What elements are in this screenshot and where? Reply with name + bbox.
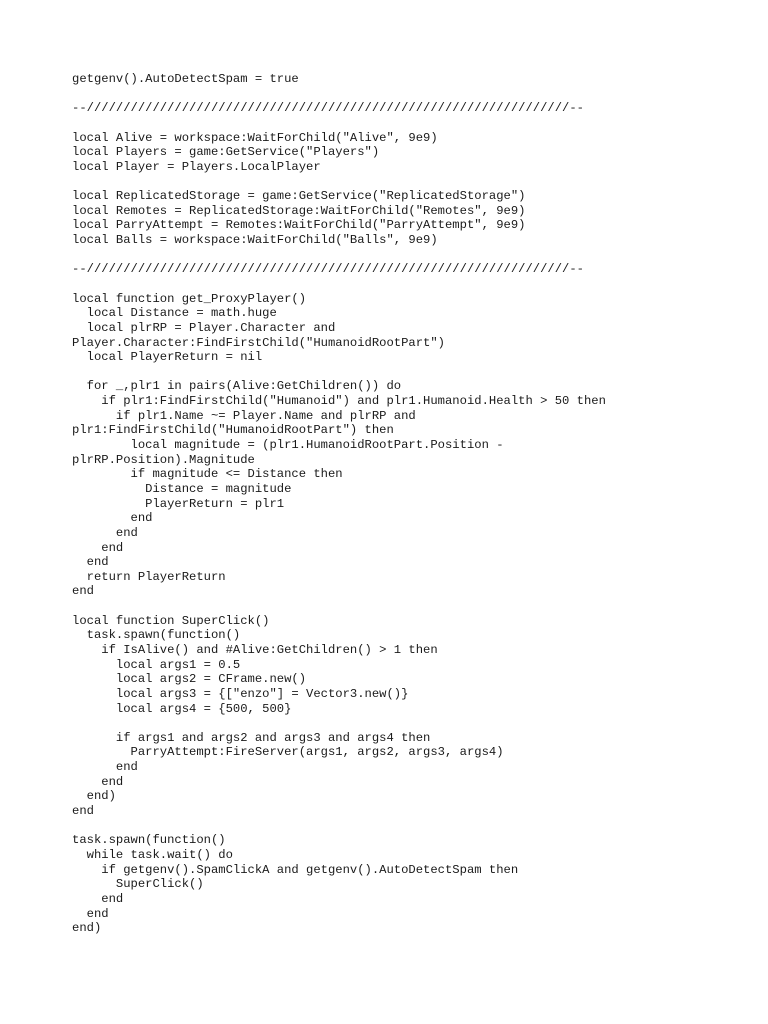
code-line: if plr1.Name ~= Player.Name and plrRP and bbox=[72, 408, 416, 423]
code-line: for _,plr1 in pairs(Alive:GetChildren()) do bbox=[72, 379, 402, 394]
code-line bbox=[72, 277, 712, 292]
code-line: if magnitude <= Distance then bbox=[72, 467, 343, 482]
code-line: PlayerReturn = plr1 bbox=[72, 496, 285, 511]
code-line: end bbox=[72, 804, 94, 819]
code-line: task.spawn(function() bbox=[72, 628, 241, 643]
code-page bbox=[72, 72, 712, 936]
code-line: end bbox=[72, 540, 124, 555]
code-line: local Alive = workspace:WaitForChild("Alive", 9e9) bbox=[72, 130, 438, 145]
code-line: Distance = magnitude bbox=[72, 481, 292, 496]
code-line bbox=[72, 87, 712, 102]
code-line: if IsAlive() and #Alive:GetChildren() > 1 then bbox=[72, 642, 438, 657]
code-line: end bbox=[72, 774, 124, 789]
code-line: local Distance = math.huge bbox=[72, 306, 277, 321]
code-line: local Remotes = ReplicatedStorage:WaitForChild("Remotes", 9e9) bbox=[72, 203, 526, 218]
code-line bbox=[72, 174, 712, 189]
code-line: plr1:FindFirstChild("HumanoidRootPart") then bbox=[72, 423, 394, 438]
code-line: if plr1:FindFirstChild("Humanoid") and plr1.Humanoid.Health > 50 then bbox=[72, 394, 606, 409]
code-line: local function get_ProxyPlayer() bbox=[72, 291, 307, 306]
code-line bbox=[72, 116, 712, 131]
code-line: local args2 = CFrame.new() bbox=[72, 672, 307, 687]
code-line: end bbox=[72, 906, 109, 921]
code-line bbox=[72, 248, 712, 263]
code-line bbox=[72, 716, 712, 731]
code-line: end bbox=[72, 525, 138, 540]
code-line: task.spawn(function() bbox=[72, 833, 226, 848]
code-line: getgenv().AutoDetectSpam = true bbox=[72, 72, 299, 86]
code-line: local PlayerReturn = nil bbox=[72, 350, 263, 365]
code-line: SuperClick() bbox=[72, 877, 204, 892]
code-line: end bbox=[72, 760, 138, 775]
code-line: --//////////////////////////////////////////////////////////////////-- bbox=[72, 262, 584, 277]
code-line: end) bbox=[72, 789, 116, 804]
code-line: plrRP.Position).Magnitude bbox=[72, 452, 255, 467]
code-line: local ReplicatedStorage = game:GetService("ReplicatedStorage") bbox=[72, 189, 526, 204]
code-line: local args1 = 0.5 bbox=[72, 657, 241, 672]
code-line: if args1 and args2 and args3 and args4 then bbox=[72, 730, 431, 745]
code-line: while task.wait() do bbox=[72, 847, 233, 862]
code-line: local Balls = workspace:WaitForChild("Balls", 9e9) bbox=[72, 233, 438, 248]
code-line: if getgenv().SpamClickA and getgenv().AutoDetectSpam then bbox=[72, 862, 519, 877]
code-line: return PlayerReturn bbox=[72, 569, 226, 584]
code-line: local plrRP = Player.Character and bbox=[72, 320, 336, 335]
code-line: local args4 = {500, 500} bbox=[72, 701, 292, 716]
code-line: end bbox=[72, 891, 124, 906]
code-line bbox=[72, 819, 712, 834]
code-line bbox=[72, 599, 712, 614]
code-line: end bbox=[72, 555, 109, 570]
code-line: local ParryAttempt = Remotes:WaitForChild("ParryAttempt", 9e9) bbox=[72, 218, 526, 233]
code-line: local function SuperClick() bbox=[72, 613, 270, 628]
code-line: local magnitude = (plr1.HumanoidRootPart.Position - bbox=[72, 438, 504, 453]
code-line: local Players = game:GetService("Players") bbox=[72, 145, 380, 160]
code-line: local Player = Players.LocalPlayer bbox=[72, 159, 321, 174]
code-line: --//////////////////////////////////////////////////////////////////-- bbox=[72, 101, 584, 116]
code-line: end) bbox=[72, 921, 102, 936]
code-line: end bbox=[72, 584, 94, 599]
code-line: Player.Character:FindFirstChild("HumanoidRootPart") bbox=[72, 335, 445, 350]
code-line bbox=[72, 365, 712, 380]
code-line: ParryAttempt:FireServer(args1, args2, args3, args4) bbox=[72, 745, 504, 760]
code-line: local args3 = {["enzo"] = Vector3.new()} bbox=[72, 686, 409, 701]
code-line: end bbox=[72, 511, 153, 526]
